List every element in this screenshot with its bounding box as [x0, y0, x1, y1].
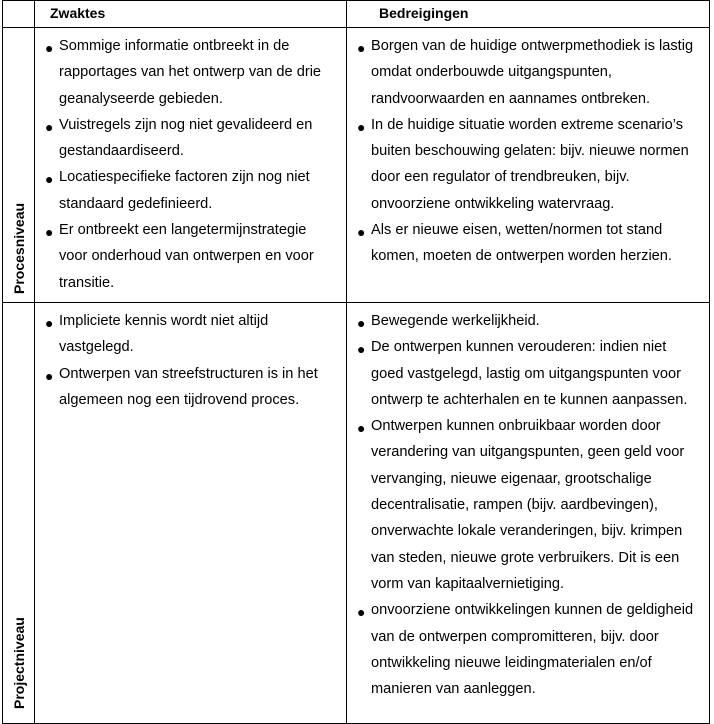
header-row [3, 1, 710, 28]
list-item: ● Er ontbreekt een langetermijnstrategie voor onderhoud van ontwerpen en voor transitie. [45, 217, 338, 296]
list-item: ● onvoorziene ontwikkelingen kunnen de geldigheid van de ontwerpen compromitteren, bijv. door ontwikkeling nieuwe leidingmaterialen en/of manieren van aanleggen. [357, 597, 701, 702]
table-row [3, 28, 710, 303]
list-item: ● Locatiespecifieke factoren zijn nog niet standaard gedefinieerd. [45, 164, 338, 217]
list-item: ● Impliciete kennis wordt niet altijd vastgelegd. [45, 308, 338, 361]
weaknesses-cell [35, 302, 347, 723]
bullet-icon: ● [357, 420, 366, 437]
list-item: ● In de huidige situatie worden extreme scenario’s buiten beschouwing gelaten: bijv. nieuwe normen door een regulator of trendbreuken, bijv. onvoorziene ontwikkeling watervraag. [357, 112, 701, 217]
list-item: ● Als er nieuwe eisen, wetten/normen tot stand komen, moeten de ontwerpen worden herzien. [357, 217, 701, 270]
bullet-icon: ● [357, 314, 366, 331]
bullet-icon: ● [45, 118, 54, 135]
list-item: ● Sommige informatie ontbreekt in de rapportages van het ontwerp van de drie geanalyseerde gebieden. [45, 33, 338, 112]
header-weaknesses-label: Zwaktes [50, 5, 106, 21]
bullet-icon: ● [357, 224, 366, 241]
list-item: ● Borgen van de huidige ontwerpmethodiek is lastig omdat onderbouwde uitgangspunten, randvoorwaarden en aannames ontbreken. [357, 33, 701, 112]
swot-table-container [2, 0, 710, 724]
row-label-procesniveau: Procesniveau [10, 202, 27, 294]
bullet-icon: ● [45, 171, 54, 188]
bullet-icon: ● [45, 314, 54, 331]
weaknesses-threats-table [2, 0, 710, 724]
bullet-icon: ● [45, 367, 54, 384]
threats-list [347, 303, 709, 708]
header-threats-label: Bedreigingen [379, 5, 469, 21]
corner-cell [3, 1, 35, 28]
row-label-projectniveau: Projectniveau [10, 617, 27, 709]
list-item: ● De ontwerpen kunnen verouderen: indien niet goed vastgelegd, lastig om uitgangspunten voor ontwerp te achterhalen en te kunnen aanpassen. [357, 334, 701, 413]
weaknesses-list [35, 303, 346, 419]
row-label-cell [3, 28, 35, 303]
list-item: ● Bewegende werkelijkheid. [357, 308, 701, 334]
bullet-icon: ● [357, 40, 366, 56]
header-weaknesses [35, 1, 347, 28]
bullet-icon: ● [357, 604, 366, 621]
threats-cell [347, 28, 710, 303]
table-row [3, 302, 710, 723]
bullet-icon: ● [45, 40, 54, 56]
bullet-icon: ● [357, 118, 366, 135]
list-item: ● Ontwerpen kunnen onbruikbaar worden door verandering van uitgangspunten, geen geld voor vervanging, nieuwe eigenaar, grootschalige decentralisatie, rampen (bijv. aardbevingen), onverwachte lokale veranderingen, bijv. krimpen van steden, nieuwe grote verbruikers. Dit is een vorm van kapitaalvernietiging. [357, 413, 701, 597]
threats-cell [347, 302, 710, 723]
list-item: ● Ontwerpen van streefstructuren is in het algemeen nog een tijdrovend proces. [45, 361, 338, 414]
list-item: ● Vuistregels zijn nog niet gevalideerd en gestandaardiseerd. [45, 112, 338, 165]
bullet-icon: ● [45, 224, 54, 241]
row-label-cell [3, 302, 35, 723]
threats-list [347, 28, 709, 276]
bullet-icon: ● [357, 341, 366, 358]
weaknesses-cell [35, 28, 347, 303]
header-threats [347, 1, 710, 28]
weaknesses-list [35, 28, 346, 302]
